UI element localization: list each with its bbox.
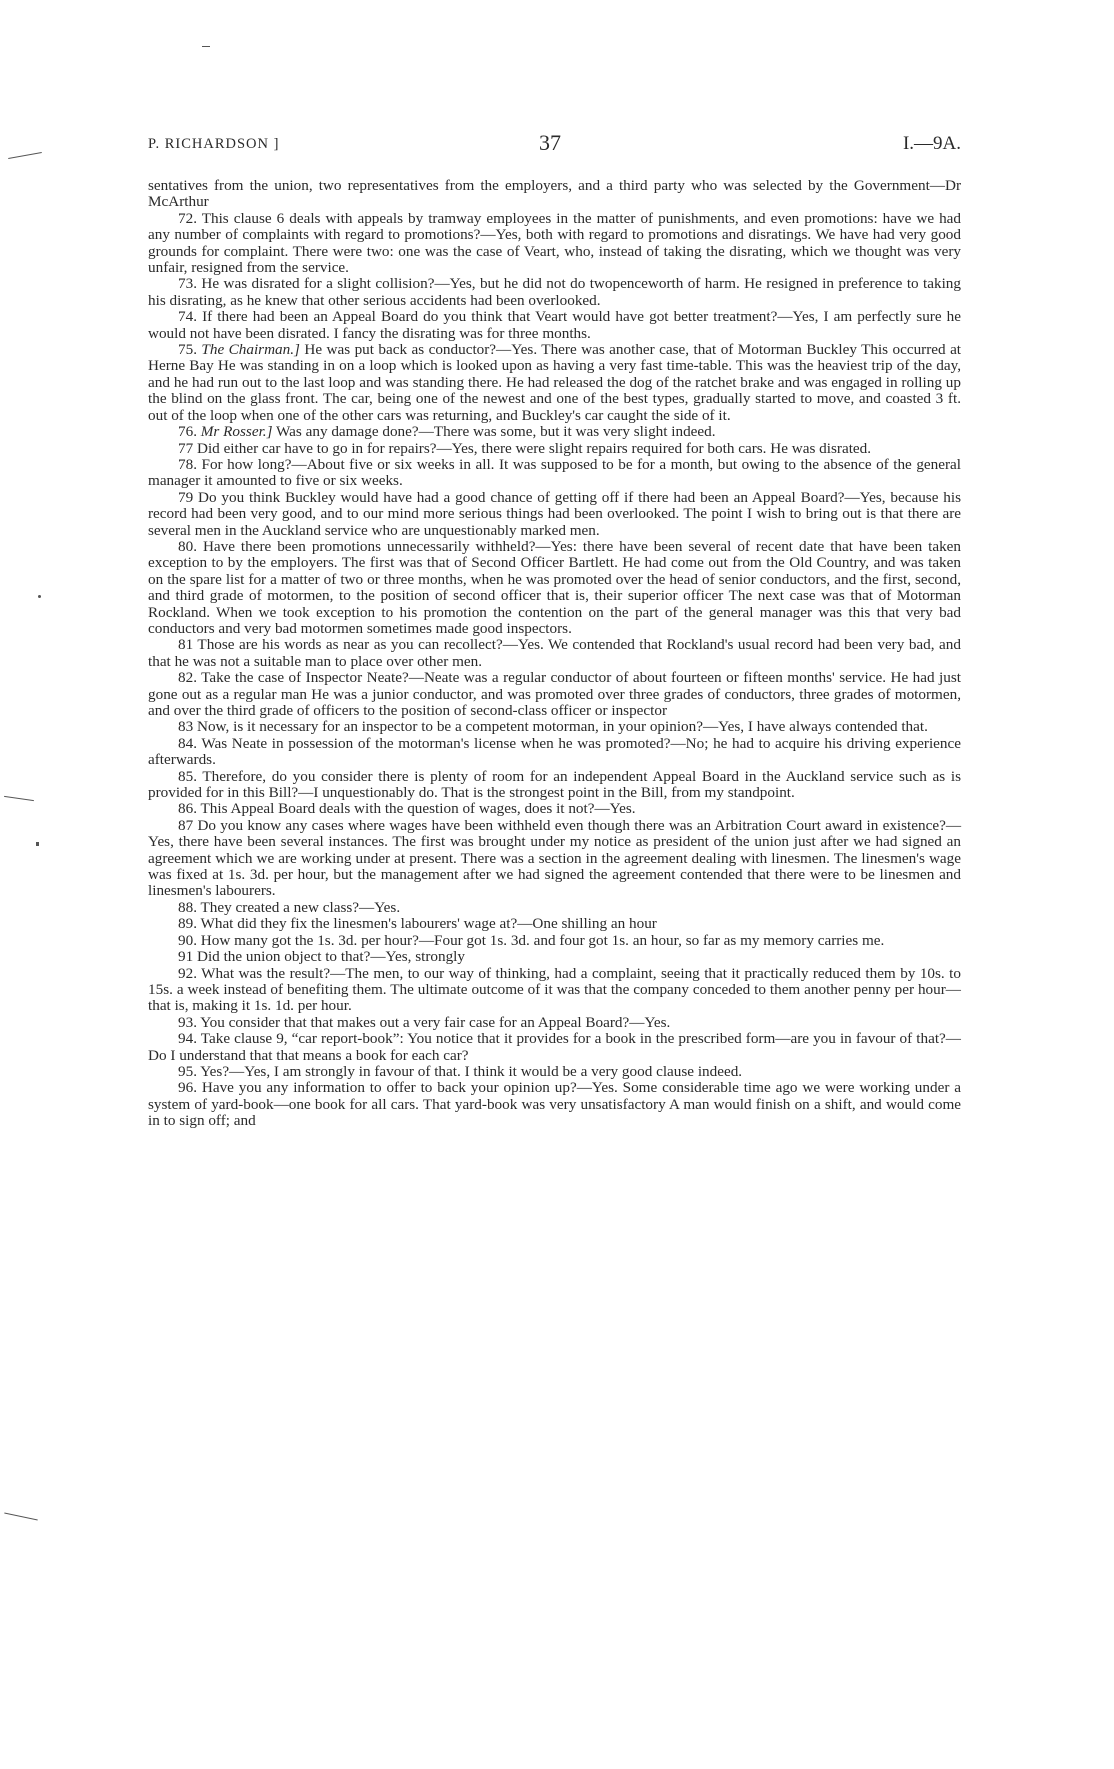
paragraph-text: Do you think Buckley would have had a good chance of getting off if there had been an Appeal Board?—Yes, because his record had been very good, and to our mind more serious things had been overlooked. The point I wish to bring out is that there are several men in the Auckland service who are unquestionably marked men. [148,488,961,539]
testimony-paragraph [148,933,961,949]
question-number: 88. [178,898,197,916]
question-number: 77 [178,439,194,457]
paragraph-text: Take clause 9, “car report-book”: You notice that it provides for a book in the prescribed form—are you in favour of that?—Do I understand that that means a book for each car? [148,1030,961,1064]
testimony-paragraph [148,211,961,277]
paragraph-text: Yes?—Yes, I am strongly in favour of that. I think it would be a very good clause indeed. [200,1062,743,1080]
question-number: 94. [178,1030,197,1048]
paragraph-text: Did either car have to go in for repairs?—Yes, there were slight repairs required for both cars. He was disrated. [196,439,872,457]
testimony-paragraph [148,1064,961,1080]
testimony-paragraph [148,949,961,965]
body-text [148,178,961,1130]
testimony-paragraph [148,900,961,916]
testimony-paragraph [148,1015,961,1031]
testimony-paragraph [148,719,961,735]
paragraph-text: Did the union object to that?—Yes, strongly [196,948,465,966]
question-number: 95. [178,1062,197,1080]
paragraph-text: Those are his words as near as you can recollect?—Yes. We contended that Rockland's usual record had been very bad, and that he was not a suitable man to place over other men. [148,636,961,670]
testimony-paragraph [148,801,961,817]
testimony-paragraph [148,276,961,309]
paragraph-text: Have you any information to offer to back your opinion up?—Yes. Some considerable time ago we were working under a system of yard-book—one book for all cars. That yard-book was very unsatisfactory A man would finish on a shift, and would come in to sign off; and [148,1079,961,1130]
document-reference: I.—9A. [902,133,961,154]
question-number: 93. [178,1013,197,1031]
paragraph-text: If there had been an Appeal Board do you think that Veart would have got better treatment?—Yes, I am perfectly sure he would not have been disrated. I fancy the disrating was for three months. [148,308,962,342]
page-number: 37 [539,130,561,155]
question-number: 96. [178,1079,197,1097]
testimony-paragraph [148,490,961,539]
question-number: 87 [178,816,194,834]
paragraph-text: This Appeal Board deals with the question of wages, does it not?—Yes. [200,800,636,818]
margin-mark [4,1512,37,1520]
question-number: 76. [178,423,197,441]
question-number: 92. [178,964,197,982]
testimony-paragraph [148,342,961,424]
paragraph-text: Was any damage done?—There was some, but it was very slight indeed. [276,423,716,441]
testimony-paragraph [148,637,961,670]
testimony-paragraph [148,966,961,1015]
paragraph-text: Now, is it necessary for an inspector to be a competent motorman, in your opinion?—Yes, I have always contended that. [196,718,928,736]
paragraph-text: What was the result?—The men, to our way of thinking, had a complaint, seeing that it practically reduced them by 10s. to 15s. a week instead of benefiting them. The ultimate outcome of it was that the company conceded to them another penny per hour—that is, making it 1s. 1d. per hour. [148,964,961,1015]
question-number: 74. [178,308,197,326]
page-header [148,130,961,154]
margin-mark [8,152,42,159]
question-number: 84. [178,734,197,752]
question-number: 79 [178,488,194,506]
paragraph-text: For how long?—About five or six weeks in all. It was supposed to be for a month, but owing to the absence of the general manager it amounted to five or six weeks. [148,455,962,490]
paragraph-text: Have there been promotions unnecessarily withheld?—Yes: there have been several of recent date that have been taken exception to by the employers. The first was that of Second Officer Bartlett. He had come out from the Old Country, and was taken on the spare list for a matter of two or three months, when he was promoted over the head of senior conductors, and the first, second, and third grade of motormen, to the position of second officer that is, their superior officer The next case was that of Motorman Rockland. When we took exception to his promotion the contention on the part of the general manager was this that very bad conductors and very bad motormen sometimes made good inspectors. [148,537,962,637]
question-number: 86. [178,800,197,818]
testimony-paragraph [148,539,961,637]
question-number: 91 [178,948,194,966]
testimony-paragraph [148,736,961,769]
question-number: 75. [178,341,197,359]
question-number: 85. [178,767,197,785]
testimony-paragraph [148,1080,961,1129]
testimony-paragraph [148,1031,961,1064]
question-number: 72. [178,209,197,227]
paragraph-text: They created a new class?—Yes. [200,898,401,916]
paragraph-text: sentatives from the union, two representatives from the employers, and a third party who was selected by the Government—Dr McArthur [148,177,961,211]
testimony-paragraph [148,818,961,900]
paragraph-text: Was Neate in possession of the motorman's license when he was promoted?—No; he had to acquire his driving experience afterwards. [148,734,961,769]
testimony-paragraph [148,309,961,342]
margin-mark [38,595,41,598]
question-number: 90. [178,931,197,949]
testimony-paragraph [148,769,961,802]
question-number: 73. [178,275,197,293]
speaker-name: Mr Rosser.] [200,423,273,441]
header-author: P. RICHARDSON ] [148,136,280,152]
paragraph-text: How many got the 1s. 3d. per hour?—Four got 1s. 3d. and four got 1s. an hour, so far as my memory carries me. [200,931,885,949]
question-number: 82. [178,669,197,687]
testimony-paragraph [148,670,961,719]
paragraph-text: You consider that that makes out a very fair case for an Appeal Board?—Yes. [200,1013,671,1031]
question-number: 80. [178,537,197,555]
paragraph-text: He was disrated for a slight collision?—Yes, but he did not do twopenceworth of harm. He resigned in preference to taking his disrating, as he knew that other serious accidents had been overlooked. [148,275,961,309]
paragraph-text: This clause 6 deals with appeals by tramway employees in the matter of punishments, and even promotions: have we had any number of complaints with regard to promotions?—Yes, both with regard to promotions and disratings. We have had very good grounds for complaint. There were two: one was the case of Veart, who, instead of taking the disrating, which we thought was very unfair, resigned from the service. [148,209,961,277]
paragraph-text: He was put back as conductor?—Yes. There was another case, that of Motorman Buckley This occurred at Herne Bay He was standing in on a loop which is looked upon as having a very fast time-table. This was the heaviest trip of the day, and he had run out to the last loop and was standing there. He had released the dog of the ratchet brake and was engaged in rolling up the blind on the glass front. The car, being one of the newest and one of the best types, gradually started to move, and coasted 3 ft. out of the loop when one of the other cars was returning, and Buckley's car caught the side of it. [148,341,962,424]
speaker-name: The Chairman.] [201,341,300,359]
margin-mark [4,796,34,801]
question-number: 83 [178,718,194,736]
testimony-paragraph [148,424,961,440]
paragraph-text: Take the case of Inspector Neate?—Neate was a regular conductor of about fourteen or fifteen months' service. He had just gone out as a regular man He was a junior conductor, and was promoted over three grades of conductors, three grades of motormen, and over the third grade of officers to the position of second-class officer or inspector [148,669,961,719]
testimony-paragraph [148,916,961,932]
testimony-paragraph [148,178,961,211]
paragraph-text: Therefore, do you consider there is plenty of room for an independent Appeal Board in the Auckland service such as is provided for in this Bill?—I unquestionably do. That is the strongest point in the Bill, from my standpoint. [148,767,961,802]
testimony-paragraph [148,457,961,490]
question-number: 81 [178,636,194,654]
paragraph-text: What did they fix the linesmen's labourers' wage at?—One shilling an hour [200,915,657,933]
margin-mark [202,46,210,47]
question-number: 78. [178,455,197,473]
testimony-paragraph [148,441,961,457]
question-number: 89. [178,915,197,933]
margin-mark [36,842,39,846]
paragraph-text: Do you know any cases where wages have been withheld even though there was an Arbitration Court award in existence?—Yes, there have been several instances. The first was brought under my notice as president of the union just after we had signed an agreement which we are working under at present. There was a section in the agreement dealing with linesmen. The linesmen's wage was fixed at 1s. 3d. per hour, but the management after we had signed the agreement contended that there were to be linesmen and linesmen's labourers. [148,816,962,900]
